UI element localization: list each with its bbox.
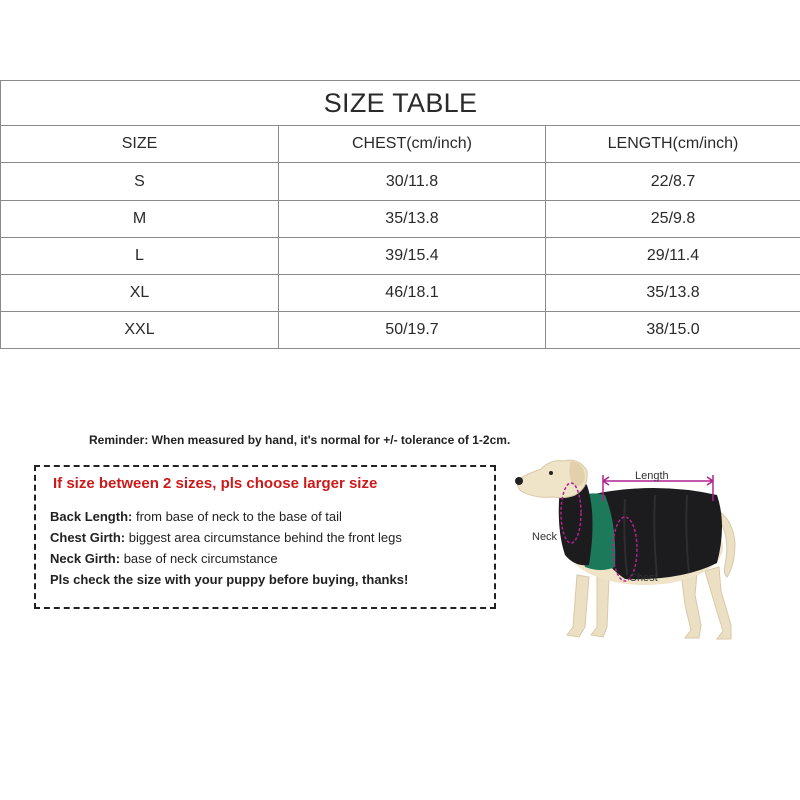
back-length-line xyxy=(50,509,342,524)
size-cell: S xyxy=(1,163,279,201)
table-row xyxy=(1,163,800,201)
length-cell: 22/8.7 xyxy=(546,163,800,201)
chest-label: Chest xyxy=(629,572,658,584)
header-chest: CHEST(cm/inch) xyxy=(279,126,546,163)
table-row xyxy=(1,238,800,275)
neck-girth-label: Neck Girth: xyxy=(50,551,121,566)
length-cell: 25/9.8 xyxy=(546,201,800,238)
length-cell: 29/11.4 xyxy=(546,238,800,275)
chest-girth-line xyxy=(50,530,402,545)
table-row xyxy=(1,312,800,349)
chest-girth-label: Chest Girth: xyxy=(50,530,126,545)
back-length-label: Back Length: xyxy=(50,509,133,524)
dog-measurement-figure xyxy=(505,455,795,645)
closing-note: Pls check the size with your puppy before buying, thanks! xyxy=(50,572,409,587)
dog-nose-icon xyxy=(515,477,523,485)
back-length-text: from base of neck to the base of tail xyxy=(132,509,342,524)
length-label: Length xyxy=(635,470,669,482)
dog-eye-icon xyxy=(549,471,553,475)
chest-girth-text: biggest area circumstance behind the front legs xyxy=(125,530,402,545)
header-size: SIZE xyxy=(1,126,279,163)
header-length: LENGTH(cm/inch) xyxy=(546,126,800,163)
chest-cell: 46/18.1 xyxy=(279,275,546,312)
size-cell: M xyxy=(1,201,279,238)
measurement-note-box xyxy=(34,465,496,609)
neck-girth-text: base of neck circumstance xyxy=(120,551,278,566)
chest-cell: 30/11.8 xyxy=(279,163,546,201)
size-advice-headline: If size between 2 sizes, pls choose larger size xyxy=(53,475,378,492)
neck-girth-line xyxy=(50,551,278,566)
chest-cell: 35/13.8 xyxy=(279,201,546,238)
tolerance-reminder: Reminder: When measured by hand, it's normal for +/- tolerance of 1-2cm. xyxy=(89,433,511,447)
table-row xyxy=(1,275,800,312)
size-cell: XXL xyxy=(1,312,279,349)
table-title: SIZE TABLE xyxy=(1,81,800,126)
neck-label: Neck xyxy=(532,531,558,543)
size-cell: XL xyxy=(1,275,279,312)
chest-cell: 50/19.7 xyxy=(279,312,546,349)
size-cell: L xyxy=(1,238,279,275)
size-table xyxy=(0,80,800,349)
table-header-row xyxy=(1,126,800,163)
length-cell: 38/15.0 xyxy=(546,312,800,349)
length-cell: 35/13.8 xyxy=(546,275,800,312)
chest-cell: 39/15.4 xyxy=(279,238,546,275)
table-row xyxy=(1,201,800,238)
